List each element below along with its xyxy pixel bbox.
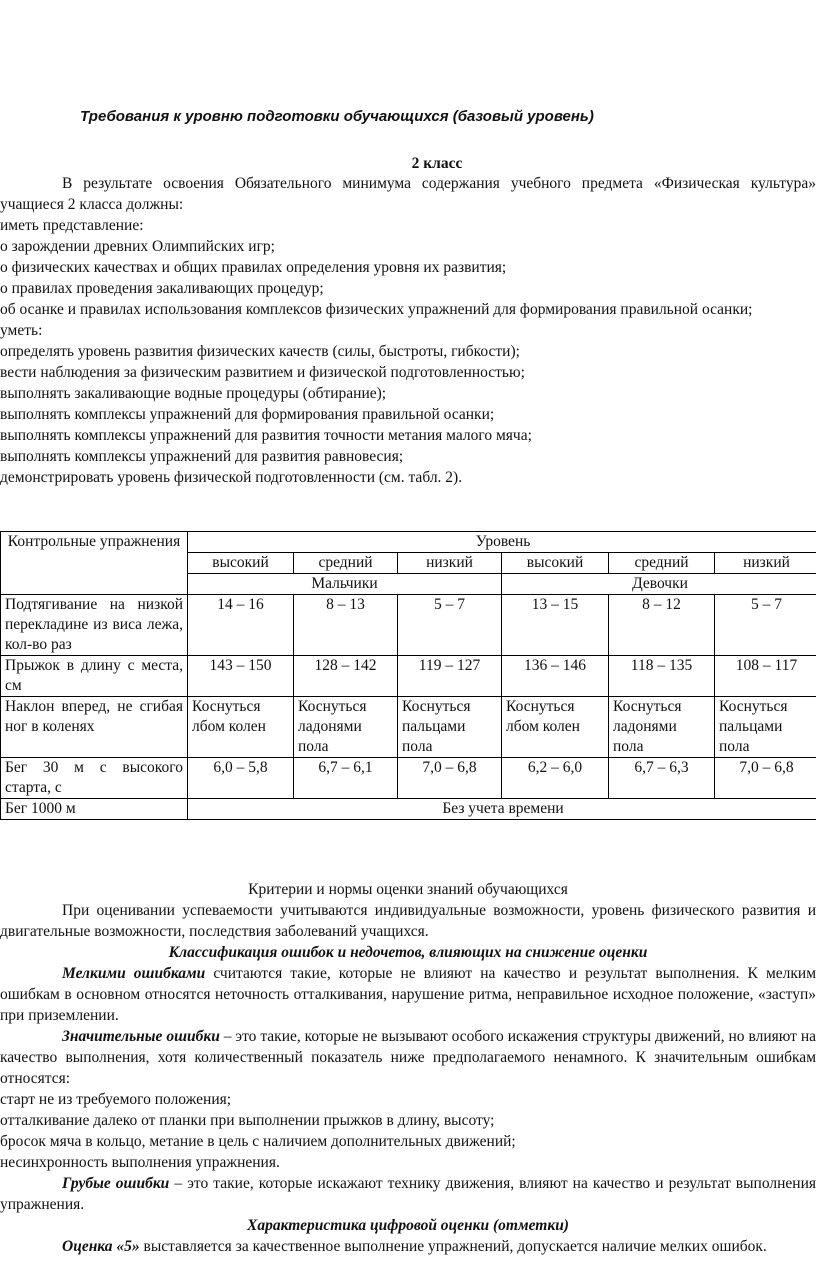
value-cell: 6,0 – 5,8 bbox=[188, 758, 294, 799]
intro-paragraph: В результате освоения Обязательного минимума содержания учебного предмета «Физическая культура» учащиеся 2 класса должны: bbox=[0, 175, 816, 213]
value-cell: 8 – 13 bbox=[294, 595, 398, 656]
exercise-cell: Прыжок в длину с места, см bbox=[1, 656, 188, 697]
value-cell: 6,7 – 6,3 bbox=[609, 758, 715, 799]
level-cell: высокий bbox=[188, 553, 294, 574]
list-item: о правилах проведения закаливающих процедур; bbox=[0, 280, 324, 297]
level-cell: средний bbox=[609, 553, 715, 574]
table-row bbox=[1, 799, 816, 820]
table-row bbox=[1, 595, 816, 656]
list-item: бросок мяча в кольцо, метание в цель с наличием дополнительных движений; bbox=[0, 1133, 516, 1150]
value-cell: 5 – 7 bbox=[715, 595, 816, 656]
value-cell: 136 – 146 bbox=[502, 656, 609, 697]
value-cell: 6,7 – 6,1 bbox=[294, 758, 398, 799]
grade5-paragraph bbox=[0, 1236, 816, 1257]
list-item: выполнять закаливающие водные процедуры (обтирание); bbox=[0, 385, 387, 402]
minor-term: Мелкими ошибками bbox=[62, 965, 206, 982]
exercise-cell: Наклон вперед, не сгибая ног в коленях bbox=[1, 697, 188, 758]
minor-text: считаются такие, которые не влияют на качество и результат выполнения. К мелким ошибкам в основном относятся неточность отталкивания, нарушение ритма, неправильное исходное положение, «заступ» при приземлении. bbox=[0, 965, 816, 1024]
gross-errors-paragraph bbox=[0, 1173, 816, 1215]
list-item: о зарождении древних Олимпийских игр; bbox=[0, 238, 275, 255]
significant-text: – это такие, которые не вызывают особого искажения структуры движений, но влияют на качество выполнения, хотя количественный показатель ниже предполагаемого ненамного. К значительным ошибкам относятся: bbox=[0, 1028, 816, 1087]
table-row bbox=[1, 656, 816, 697]
level-header: Уровень bbox=[188, 532, 816, 553]
list-item: старт не из требуемого положения; bbox=[0, 1091, 232, 1108]
value-cell: Коснуться лбом колен bbox=[502, 697, 609, 758]
grade-heading: 2 класс bbox=[411, 155, 463, 172]
value-cell: Коснуться пальцами пола bbox=[715, 697, 816, 758]
level-cell: средний bbox=[294, 553, 398, 574]
list-item: отталкивание далеко от планки при выполнении прыжков в длину, высоту; bbox=[0, 1112, 495, 1129]
significant-term: Значительные ошибки bbox=[62, 1028, 220, 1045]
list-item: выполнять комплексы упражнений для развития равновесия; bbox=[0, 448, 404, 465]
girls-header: Девочки bbox=[502, 574, 816, 595]
represent-label: иметь представление: bbox=[0, 217, 144, 234]
value-cell: Без учета времени bbox=[188, 799, 816, 820]
level-cell: низкий bbox=[398, 553, 502, 574]
value-cell: Коснуться ладонями пола bbox=[609, 697, 715, 758]
value-cell: 14 – 16 bbox=[188, 595, 294, 656]
table-row bbox=[1, 758, 816, 799]
grade5-term: Оценка «5» bbox=[62, 1238, 140, 1255]
value-cell: 5 – 7 bbox=[398, 595, 502, 656]
exercise-cell: Бег 1000 м bbox=[1, 799, 188, 820]
value-cell: 8 – 12 bbox=[609, 595, 715, 656]
value-cell: 119 – 127 bbox=[398, 656, 502, 697]
value-cell: 128 – 142 bbox=[294, 656, 398, 697]
value-cell: Коснуться ладонями пола bbox=[294, 697, 398, 758]
requirements-section bbox=[0, 173, 816, 488]
list-item: демонстрировать уровень физической подготовленности (см. табл. 2). bbox=[0, 469, 463, 486]
value-cell: 6,2 – 6,0 bbox=[502, 758, 609, 799]
value-cell: 7,0 – 6,8 bbox=[398, 758, 502, 799]
list-item: об осанке и правилах использования комплексов физических упражнений для формирования правильной осанки; bbox=[0, 301, 753, 318]
grade5-text: выставляется за качественное выполнение упражнений, допускается наличие мелких ошибок. bbox=[139, 1238, 767, 1255]
list-item: о физических качествах и общих правилах определения уровня их развития; bbox=[0, 259, 507, 276]
list-item: определять уровень развития физических качеств (силы, быстроты, гибкости); bbox=[0, 343, 520, 360]
exercise-header: Контрольные упражнения bbox=[1, 532, 188, 595]
level-cell: высокий bbox=[502, 553, 609, 574]
value-cell: Коснуться лбом колен bbox=[188, 697, 294, 758]
list-item: вести наблюдения за физическим развитием и физической подготовленностью; bbox=[0, 364, 525, 381]
able-label: уметь: bbox=[0, 322, 43, 339]
boys-header: Мальчики bbox=[188, 574, 502, 595]
level-cell: низкий bbox=[715, 553, 816, 574]
criteria-intro: При оценивании успеваемости учитываются индивидуальные возможности, уровень физического развития и двигательные возможности, последствия заболеваний учащихся. bbox=[0, 902, 816, 940]
classification-title: Классификация ошибок и недочетов, влияющих на снижение оценки bbox=[168, 944, 648, 961]
gross-text: – это такие, которые искажают технику движения, влияют на качество и результат выполнения упражнения. bbox=[0, 1175, 816, 1213]
value-cell: 13 – 15 bbox=[502, 595, 609, 656]
table-row bbox=[1, 697, 816, 758]
list-item: выполнять комплексы упражнений для развития точности метания малого мяча; bbox=[0, 427, 532, 444]
criteria-section bbox=[0, 879, 816, 1257]
characteristic-title: Характеристика цифровой оценки (отметки) bbox=[247, 1217, 569, 1234]
value-cell: Коснуться пальцами пола bbox=[398, 697, 502, 758]
norms-table bbox=[0, 531, 816, 820]
minor-errors-paragraph bbox=[0, 963, 816, 1026]
exercise-cell: Бег 30 м с высокого старта, с bbox=[1, 758, 188, 799]
value-cell: 143 – 150 bbox=[188, 656, 294, 697]
gross-term: Грубые ошибки bbox=[62, 1175, 170, 1192]
document-title: Требования к уровню подготовки обучающихся (базовый уровень) bbox=[80, 108, 594, 125]
significant-errors-paragraph bbox=[0, 1026, 816, 1089]
value-cell: 108 – 117 bbox=[715, 656, 816, 697]
exercise-cell: Подтягивание на низкой перекладине из виса лежа, кол-во раз bbox=[1, 595, 188, 656]
list-item: выполнять комплексы упражнений для формирования правильной осанки; bbox=[0, 406, 495, 423]
value-cell: 118 – 135 bbox=[609, 656, 715, 697]
list-item: несинхронность выполнения упражнения. bbox=[0, 1154, 280, 1171]
value-cell: 7,0 – 6,8 bbox=[715, 758, 816, 799]
criteria-title: Критерии и нормы оценки знаний обучающихся bbox=[248, 881, 568, 898]
